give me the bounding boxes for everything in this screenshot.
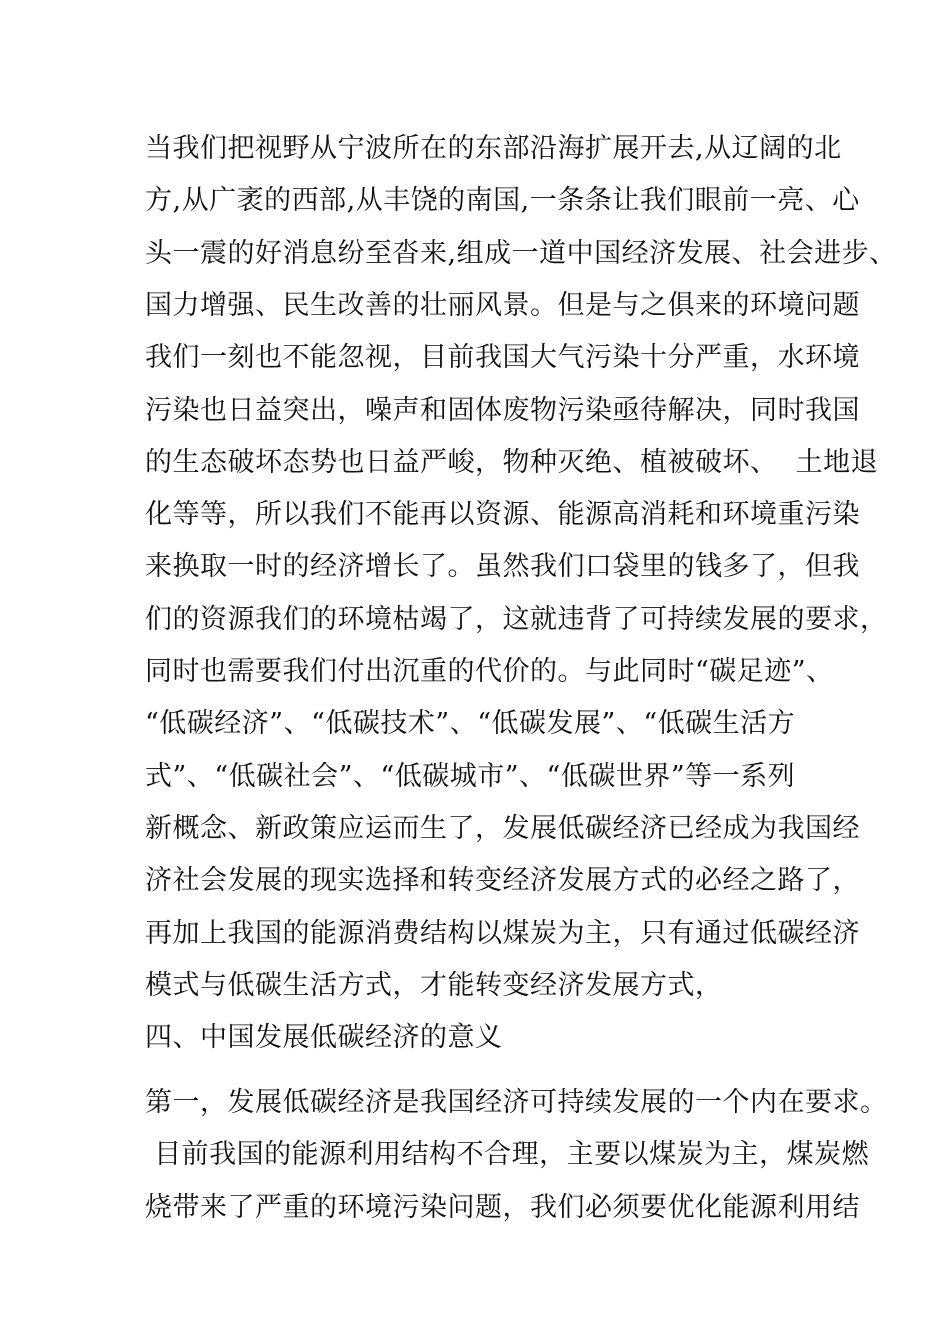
paragraph-1-line: 国力增强、民生改善的壮丽风景。但是与之俱来的环境问题: [145, 290, 860, 321]
paragraph-1-line: 来换取一时的经济增长了。虽然我们口袋里的钱多了，但我: [145, 551, 860, 582]
paragraph-1-line: “低碳经济”、“低碳技术”、“低碳发展”、“低碳生活方: [145, 708, 796, 739]
paragraph-1-line: 新概念、新政策应运而生了，发展低碳经济已经成为我国经: [145, 813, 860, 844]
paragraph-1-line: 模式与低碳生活方式，才能转变经济发展方式，: [145, 970, 723, 1001]
paragraph-1-line: 当我们把视野从宁波所在的东部沿海扩展开去,从辽阔的北: [145, 133, 842, 164]
paragraph-2-line: 第一，发展低碳经济是我国经济可持续发展的一个内在要求。: [145, 1087, 888, 1118]
paragraph-1-line: 式”、“低碳社会”、“低碳城市”、“低碳世界”等一系列: [145, 761, 796, 792]
paragraph-1-line: 我们一刻也不能忽视，目前我国大气污染十分严重，水环境: [145, 342, 860, 373]
paragraph-1-line: 再加上我国的能源消费结构以煤炭为主，只有通过低碳经济: [145, 918, 860, 949]
paragraph-1-line: 们的资源我们的环境枯竭了，这就违背了可持续发展的要求，: [145, 604, 888, 635]
paragraph-1-line: 方,从广袤的西部,从丰饶的南国,一条条让我们眼前一亮、心: [145, 185, 860, 216]
paragraph-1-line: 济社会发展的现实选择和转变经济发展方式的必经之路了，: [145, 865, 860, 896]
paragraph-1-line: 的生态破坏态势也日益严峻，物种灭绝、植被破坏、 土地退: [145, 447, 879, 478]
paragraph-1-line: 同时也需要我们付出沉重的代价的。与此同时“碳足迹”、: [145, 656, 834, 687]
paragraph-1-line: 头一震的好消息纷至沓来,组成一道中国经济发展、社会进步、: [145, 238, 897, 269]
paragraph-2-line: 烧带来了严重的环境污染问题，我们必须要优化能源利用结: [145, 1192, 860, 1223]
paragraph-2-line: 目前我国的能源利用结构不合理，主要以煤炭为主，煤炭燃: [145, 1139, 870, 1170]
paragraph-1-line: 污染也日益突出，噪声和固体废物污染亟待解决，同时我国: [145, 395, 860, 426]
paragraph-1-line: 化等等，所以我们不能再以资源、能源高消耗和环境重污染: [145, 499, 860, 530]
section-heading: 四、中国发展低碳经济的意义: [145, 1022, 503, 1053]
